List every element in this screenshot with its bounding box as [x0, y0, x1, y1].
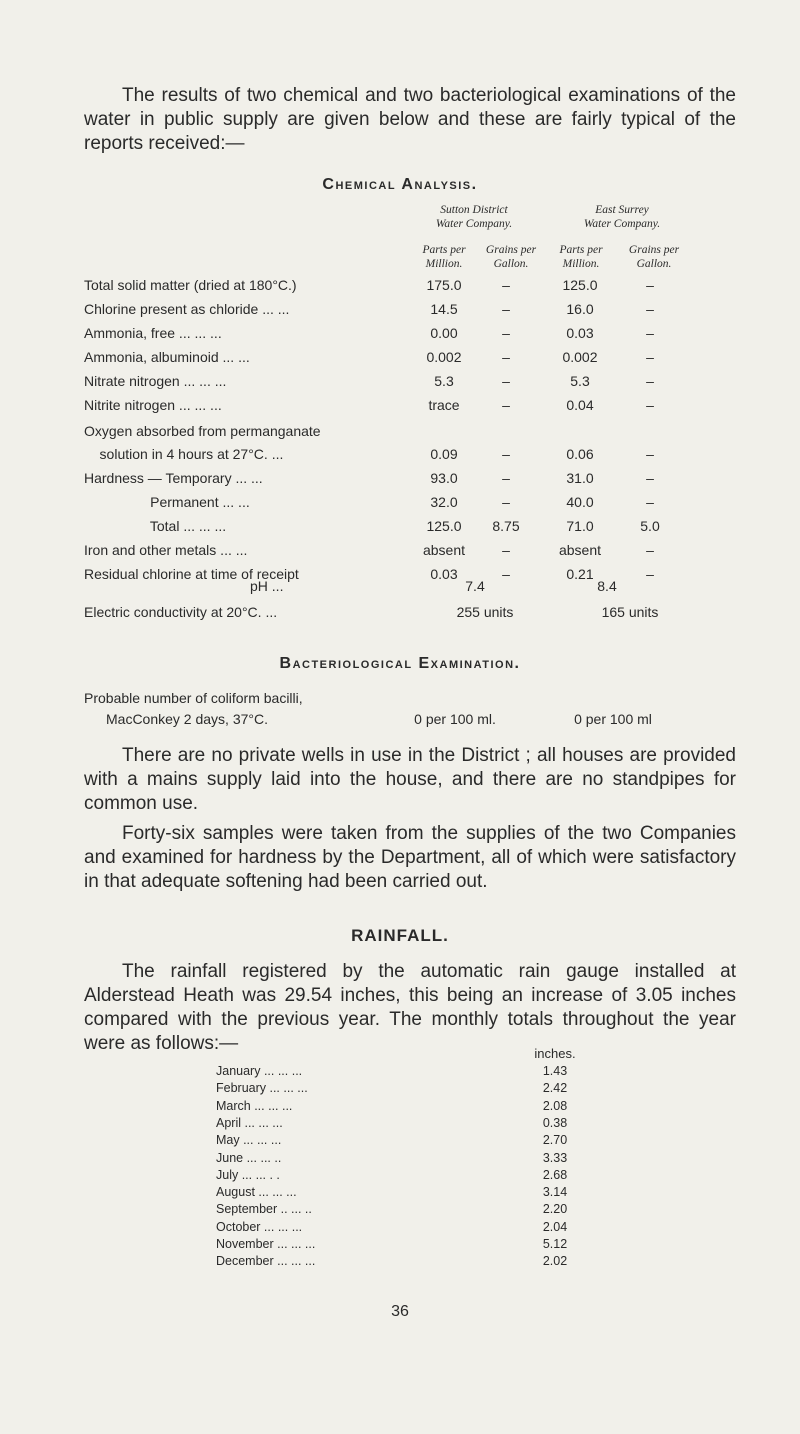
rainfall-month-row [0, 1202, 800, 1219]
chemical-row-value: – [646, 349, 654, 365]
chemical-analysis-heading: Chemical Analysis. [322, 176, 478, 193]
rainfall-month-row [0, 1081, 800, 1098]
month-rainfall-value: 2.68 [542, 1167, 568, 1182]
chemical-row-label: Hardness — Temporary ... ... [84, 470, 263, 486]
chemical-row [0, 518, 800, 538]
chemical-row-value: – [502, 373, 510, 389]
chemical-row-label: solution in 4 hours at 27°C. ... [84, 446, 284, 462]
coliform-east-surrey-value: 0 per 100 ml [574, 711, 652, 727]
sutton-company-header [404, 203, 544, 231]
chemical-row-value: – [502, 325, 510, 341]
chemical-row-value: – [502, 397, 510, 413]
chemical-row [0, 446, 800, 466]
chemical-row-value: – [502, 301, 510, 317]
chemical-row-value: – [502, 566, 510, 582]
chemical-row [0, 470, 800, 490]
month-rainfall-value: 1.43 [542, 1064, 568, 1078]
chemical-row-label: Residual chlorine at time of receipt [84, 566, 299, 582]
chemical-row-label: Ammonia, free ... ... ... [84, 325, 222, 341]
chemical-row-value: 93.0 [430, 470, 458, 486]
unit-header-line: Grains per [485, 244, 537, 256]
chemical-row-value: – [646, 494, 654, 510]
chemical-row-value: 125.0 [426, 518, 462, 534]
chemical-row-label: Ammonia, albuminoid ... ... [84, 349, 250, 365]
chemical-row [0, 423, 800, 443]
unit-header-line: Gallon. [493, 258, 529, 270]
rainfall-month-row [0, 1133, 800, 1150]
chemical-row-label: Chlorine present as chloride ... ... [84, 301, 290, 317]
page-number: 36 [391, 1303, 409, 1320]
chemical-row-value: trace [428, 397, 460, 413]
unit-header-line: Gallon. [636, 258, 672, 270]
intro-paragraph [84, 84, 736, 156]
chemical-row-value: – [646, 373, 654, 389]
chemical-row-value: 5.0 [640, 518, 660, 534]
month-name: October ... ... ... [216, 1219, 303, 1234]
ph-row [0, 578, 800, 598]
conductivity-east-surrey-value: 165 units [601, 604, 659, 620]
chemical-row-value: – [646, 277, 654, 293]
east-surrey-header-line1: East Surrey [595, 204, 649, 216]
chemical-row-value: 0.06 [566, 446, 594, 462]
unit-header-line: Million. [425, 258, 463, 270]
chemical-row-value: – [502, 470, 510, 486]
chemical-row-value: – [502, 446, 510, 462]
ph-east-surrey-value: 8.4 [597, 578, 617, 594]
month-name: May ... ... ... [216, 1133, 282, 1148]
rainfall-month-row [0, 1220, 800, 1237]
chemical-row-value: – [502, 277, 510, 293]
rainfall-unit-header: inches. [534, 1046, 576, 1061]
month-rainfall-value: 2.02 [542, 1254, 568, 1269]
chemical-row [0, 301, 800, 321]
month-rainfall-value: 3.14 [542, 1185, 568, 1200]
chemical-row-value: – [646, 446, 654, 462]
chemical-row-value: – [646, 542, 654, 558]
month-name: March ... ... ... [216, 1098, 293, 1113]
chemical-row-value: 0.04 [566, 397, 594, 413]
conductivity-sutton-value: 255 units [456, 604, 514, 620]
rainfall-month-row [0, 1254, 800, 1271]
month-rainfall-value: 0.38 [542, 1115, 568, 1130]
chemical-row-value: – [646, 301, 654, 317]
chemical-row-value: 5.3 [570, 373, 590, 389]
chemical-row [0, 277, 800, 297]
unit-header-line: Parts per [559, 244, 603, 256]
chemical-row [0, 494, 800, 514]
chemical-row-value: 0.00 [430, 325, 458, 341]
chemical-row [0, 373, 800, 393]
month-rainfall-value: 3.33 [542, 1150, 568, 1165]
chemical-row-value: absent [558, 542, 602, 558]
chemical-row-value: 175.0 [426, 277, 462, 293]
sutton-header-line2: Water Company. [435, 218, 513, 230]
month-rainfall-value: 2.42 [542, 1081, 568, 1096]
unit-header-sutton-ppm [414, 243, 474, 271]
rainfall-month-row [0, 1151, 800, 1168]
chemical-row-value: – [502, 542, 510, 558]
coliform-sutton-value: 0 per 100 ml. [414, 711, 496, 727]
chemical-row-value: 0.21 [566, 566, 594, 582]
unit-header-line: Grains per [628, 244, 680, 256]
east-surrey-header-line2: Water Company. [583, 218, 661, 230]
chemical-row-value: 0.002 [426, 349, 462, 365]
chemical-row-value: 0.03 [566, 325, 594, 341]
chemical-row-value: 0.09 [430, 446, 458, 462]
chemical-row-value: 40.0 [566, 494, 594, 510]
unit-header-east-surrey-ppm [548, 243, 614, 271]
chemical-row-value: 8.75 [492, 518, 520, 534]
chemical-row [0, 349, 800, 369]
chemical-row [0, 325, 800, 345]
rainfall-month-row [0, 1168, 800, 1185]
month-rainfall-value: 2.20 [542, 1202, 568, 1217]
chemical-row-value: – [646, 566, 654, 582]
chemical-row-label: Iron and other metals ... ... [84, 542, 248, 558]
chemical-row-label: Nitrite nitrogen ... ... ... [84, 397, 222, 413]
month-name: April ... ... ... [216, 1115, 283, 1130]
chemical-row-value: – [646, 325, 654, 341]
month-name: January ... ... ... [216, 1064, 303, 1078]
coliform-label-line2: MacConkey 2 days, 37°C. [106, 711, 269, 727]
east-surrey-company-header [552, 203, 692, 231]
month-name: June ... ... .. [216, 1150, 282, 1165]
month-name: August ... ... ... [216, 1185, 297, 1200]
month-rainfall-value: 5.12 [542, 1237, 568, 1251]
chemical-row-label: Total ... ... ... [84, 518, 227, 534]
chemical-row-value: 0.03 [430, 566, 458, 582]
sutton-header-line1: Sutton District [440, 204, 508, 216]
chemical-row-value: 0.002 [562, 349, 598, 365]
rainfall-month-row [0, 1185, 800, 1202]
bacteriological-label-row [0, 690, 800, 710]
ph-label: pH ... [250, 578, 284, 594]
month-rainfall-value: 2.08 [542, 1098, 568, 1113]
wells-paragraph: There are no private wells in use in the District ; all houses are provided with a mains supply laid into the house, and there are no standpipes for common use. [84, 745, 736, 814]
conductivity-row [0, 604, 800, 624]
chemical-row-label: Nitrate nitrogen ... ... ... [84, 373, 227, 389]
chemical-row [0, 397, 800, 417]
chemical-row-value: absent [422, 542, 466, 558]
coliform-label-line1: Probable number of coliform bacilli, [84, 690, 303, 706]
rainfall-month-row [0, 1116, 800, 1133]
chemical-row-label: Total solid matter (dried at 180°C.) [84, 277, 297, 293]
unit-header-sutton-grains [476, 243, 546, 271]
month-name: July ... ... . . [216, 1167, 280, 1182]
chemical-row [0, 542, 800, 562]
bacteriological-heading: Bacteriological Examination. [279, 655, 521, 672]
chemical-row-value: – [646, 470, 654, 486]
rainfall-month-row [0, 1099, 800, 1116]
chemical-row-label: Permanent ... ... [84, 494, 250, 510]
chemical-row-value: 16.0 [566, 301, 594, 317]
chemical-row-value: – [502, 349, 510, 365]
unit-header-line: Million. [562, 258, 600, 270]
chemical-row-label: Oxygen absorbed from permanganate [84, 423, 321, 439]
month-name: December ... ... ... [216, 1254, 316, 1269]
chemical-row-value: 5.3 [434, 373, 454, 389]
month-name: February ... ... ... [216, 1081, 308, 1096]
intro-text: The results of two chemical and two bacteriological examinations of the water in public supply are given below and these are fairly typical of the reports received:— [84, 85, 736, 154]
bacteriological-value-row [0, 711, 800, 731]
month-rainfall-value: 2.70 [542, 1133, 568, 1148]
chemical-row-value: 71.0 [566, 518, 594, 534]
rainfall-month-row [0, 1237, 800, 1254]
unit-header-east-surrey-grains [616, 243, 692, 271]
chemical-row-value: – [646, 397, 654, 413]
month-rainfall-value: 2.04 [542, 1219, 568, 1234]
samples-paragraph: Forty-six samples were taken from the supplies of the two Companies and examined for hardness by the Department, all of which were satisfactory in that adequate softening had been carried out. [84, 823, 736, 892]
rainfall-paragraph: The rainfall registered by the automatic rain gauge installed at Alderstead Heath was 29.54 inches, this being an increase of 3.05 inches compared with the previous year. The monthly totals throughout the year were as follows:— [84, 961, 736, 1054]
month-name: September .. ... .. [216, 1202, 312, 1217]
conductivity-label: Electric conductivity at 20°C. ... [84, 604, 278, 620]
unit-header-line: Parts per [422, 244, 466, 256]
month-name: November ... ... ... [216, 1237, 316, 1251]
ph-sutton-value: 7.4 [465, 578, 485, 594]
chemical-row-value: 125.0 [562, 277, 598, 293]
chemical-row-value: – [502, 494, 510, 510]
chemical-row-value: 31.0 [566, 470, 594, 486]
rainfall-month-row [0, 1064, 800, 1081]
chemical-row-value: 14.5 [430, 301, 458, 317]
rainfall-heading: RAINFALL. [351, 926, 449, 945]
chemical-row-value: 32.0 [430, 494, 458, 510]
